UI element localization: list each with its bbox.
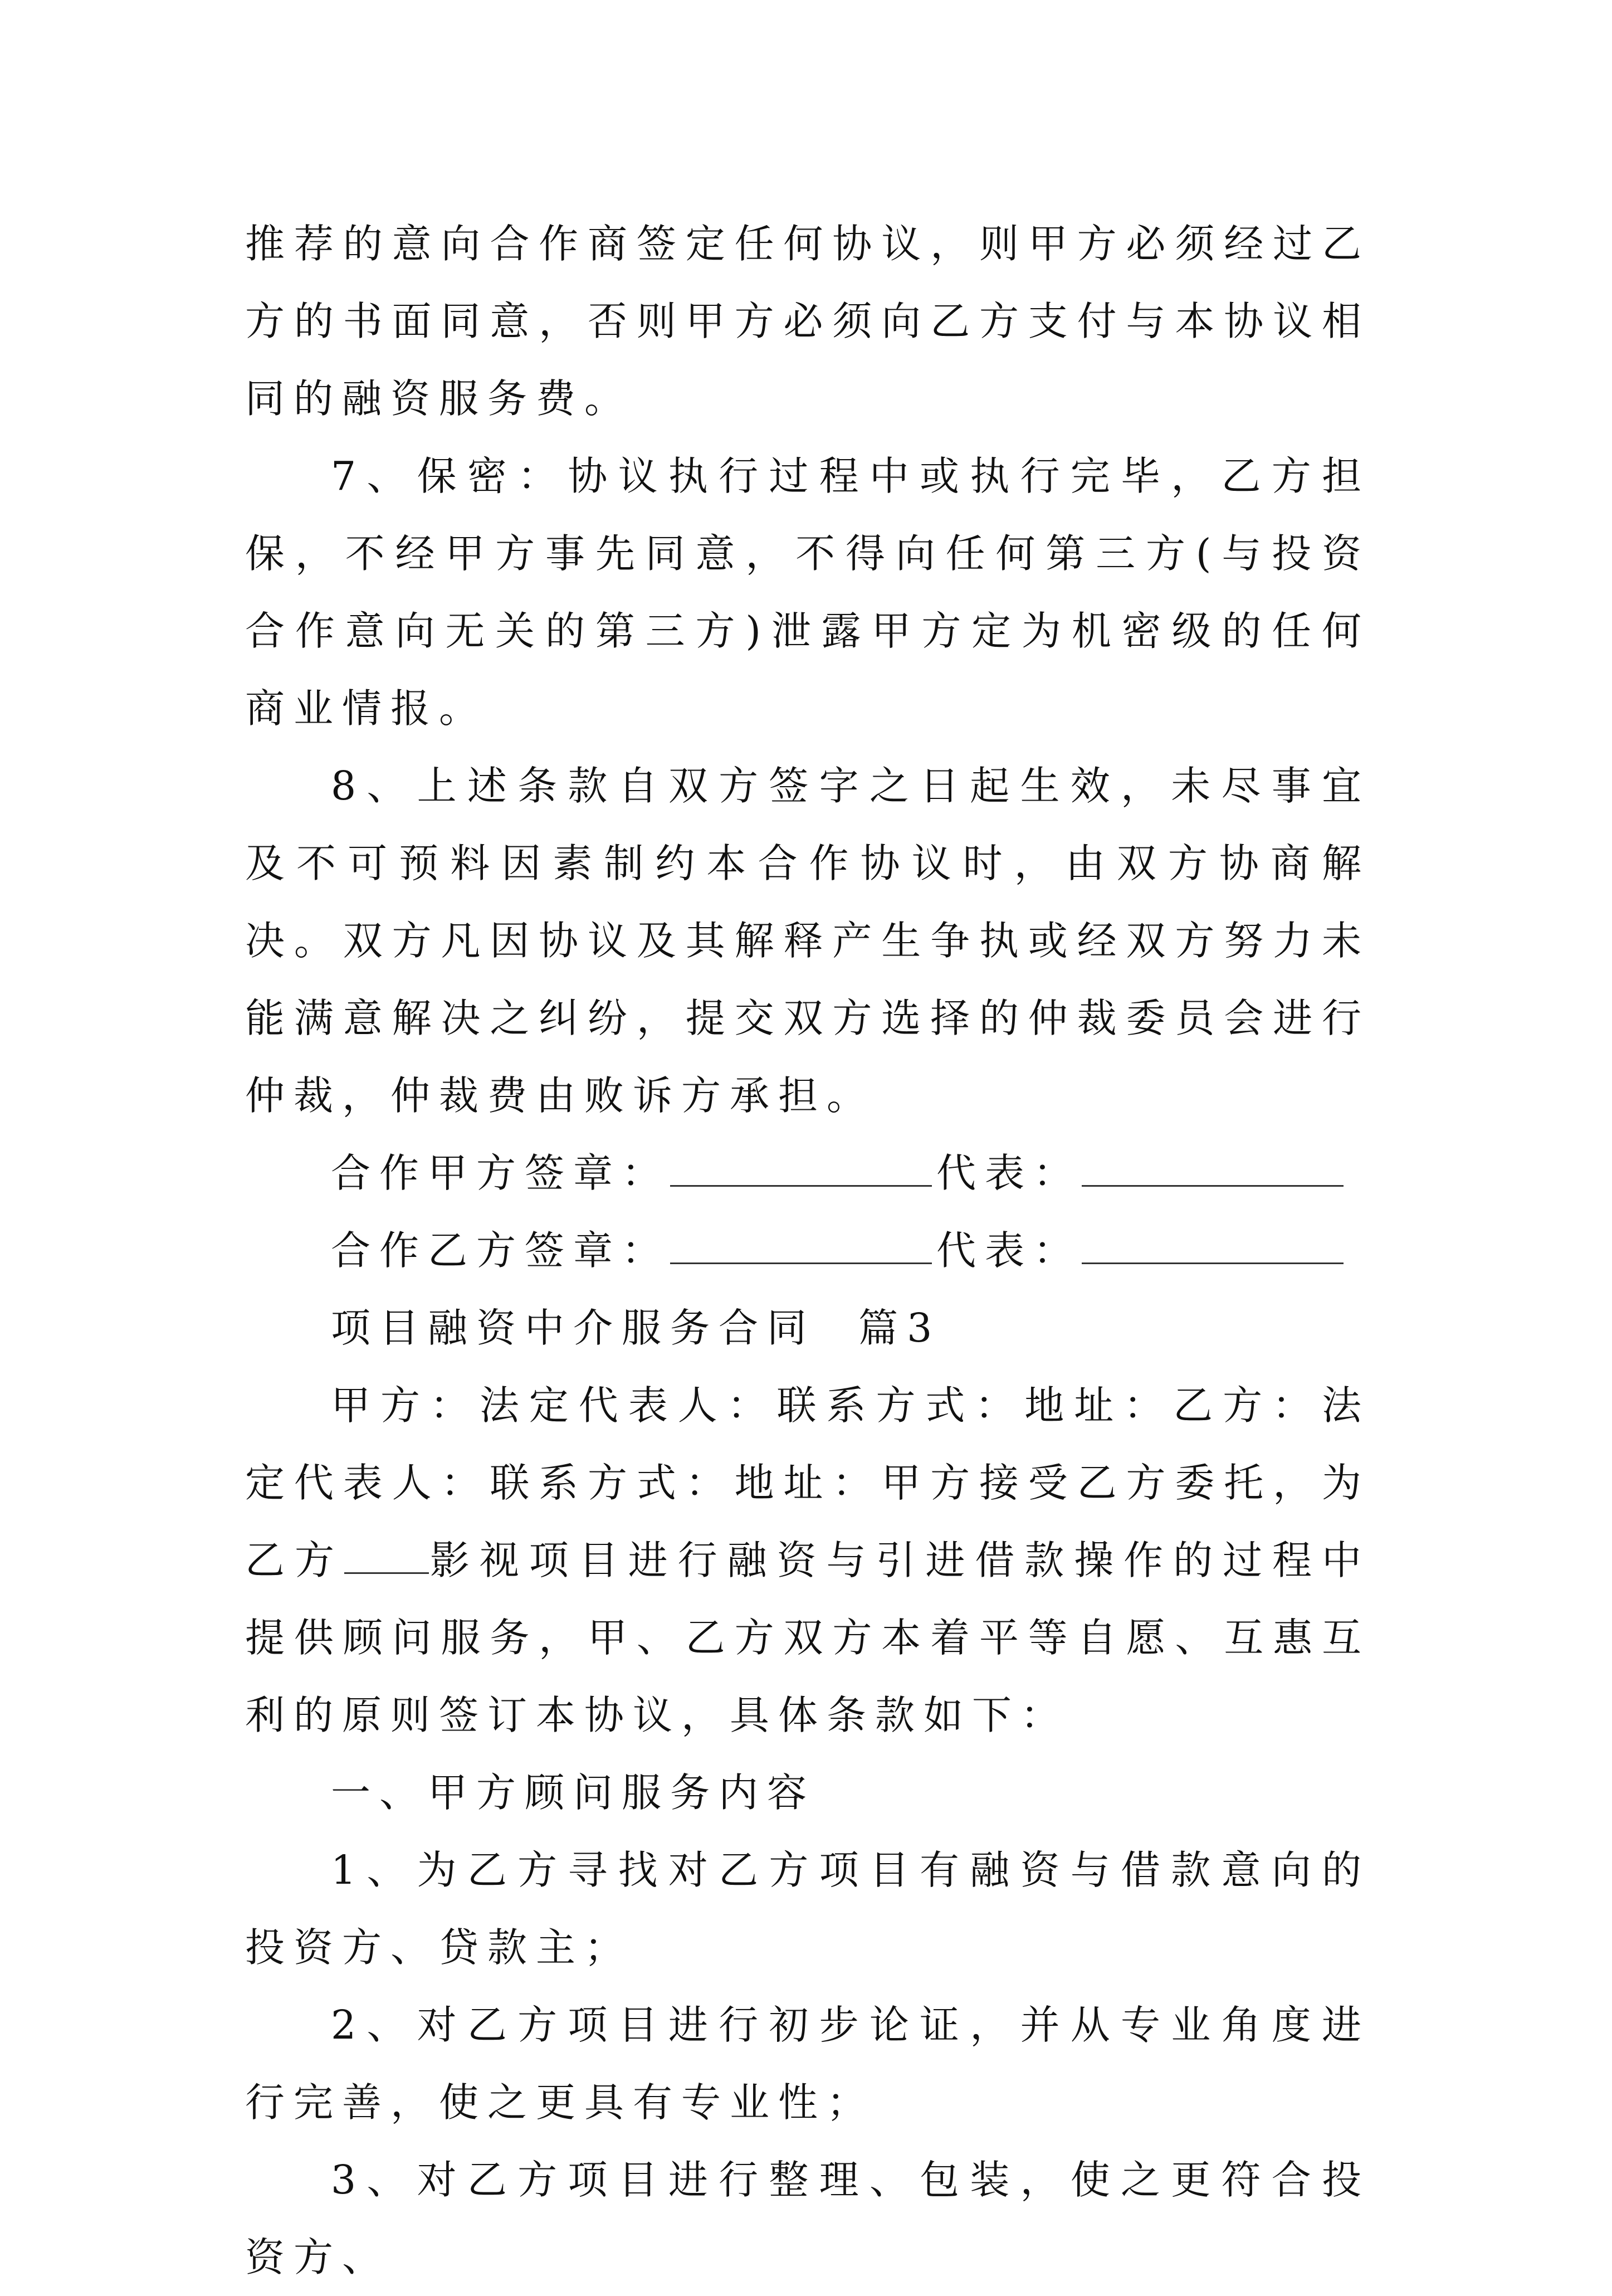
representative-label-party-b: 代表： bbox=[936, 1227, 1082, 1274]
signature-blank-party-a bbox=[670, 1140, 932, 1187]
parties-text-end: 影视项目进行融资与引进借款操作的过程中提供顾问服务，甲、乙方双方本着平等自愿、互惠互利的原则签订本协议，具体条款如下： bbox=[245, 1537, 1370, 1738]
paragraph-clause-8: 8、上述条款自双方签字之日起生效，未尽事宜及不可预料因素制约本合作协议时，由双方协商解决。双方凡因协议及其解释产生争执或经双方努力未能满意解决之纠纷，提交双方选择的仲裁委员会进行仲裁，仲裁费由败诉方承担。 bbox=[245, 763, 1370, 1119]
list-item-3: 3、对乙方项目进行整理、包装，使之更符合投资方、 bbox=[245, 2157, 1370, 2280]
document-body bbox=[245, 205, 1370, 2296]
representative-label-party-a: 代表： bbox=[936, 1150, 1082, 1196]
signature-line-party-b bbox=[245, 1212, 1370, 1289]
paragraph-parties bbox=[245, 1367, 1370, 1754]
project-name-blank bbox=[344, 1533, 429, 1574]
list-item-1: 1、为乙方寻找对乙方项目有融资与借款意向的投资方、贷款主； bbox=[245, 1847, 1370, 1971]
representative-blank-party-a bbox=[1082, 1140, 1344, 1187]
parties-text-start: 甲方：法定代表人：联系方式：地址：乙方：法定代表人：联系方式：地址：甲方接受乙方委托，为乙方 bbox=[245, 1382, 1370, 1583]
paragraph-continuation: 推荐的意向合作商签定任何协议，则甲方必须经过乙方的书面同意，否则甲方必须向乙方支付与本协议相同的融资服务费。 bbox=[245, 221, 1370, 422]
signature-label-party-a: 合作甲方签章： bbox=[331, 1150, 671, 1196]
representative-blank-party-b bbox=[1082, 1218, 1344, 1264]
signature-label-party-b: 合作乙方签章： bbox=[331, 1227, 671, 1274]
section-title-services: 一、甲方顾问服务内容 bbox=[331, 1769, 816, 1816]
paragraph-clause-7: 7、保密：协议执行过程中或执行完毕，乙方担保，不经甲方事先同意，不得向任何第三方(与投资合作意向无关的第三方)泄露甲方定为机密级的任何商业情报。 bbox=[245, 453, 1370, 732]
section-heading: 项目融资中介服务合同 篇3 bbox=[331, 1305, 941, 1351]
list-item-2: 2、对乙方项目进行初步论证，并从专业角度进行完善，使之更具有专业性； bbox=[245, 2002, 1370, 2126]
signature-blank-party-b bbox=[670, 1218, 932, 1264]
signature-line-party-a bbox=[245, 1134, 1370, 1212]
